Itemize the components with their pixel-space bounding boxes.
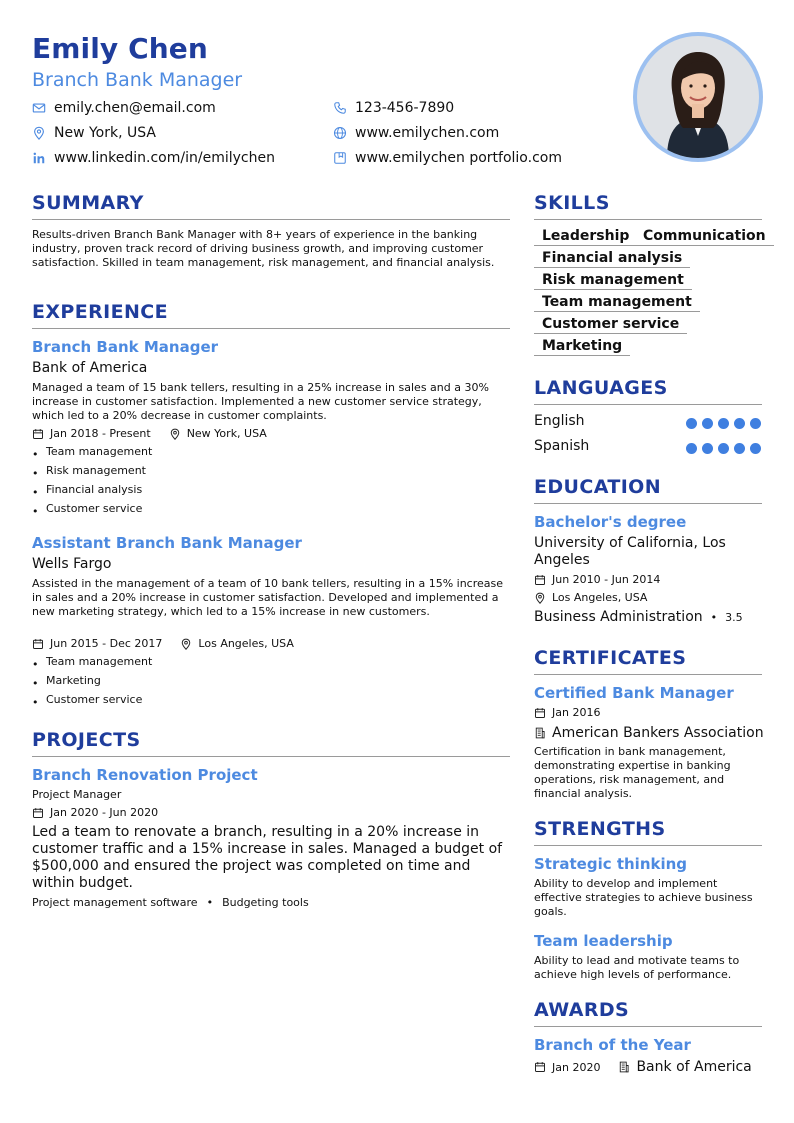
proficiency-dot bbox=[750, 443, 761, 454]
projects-divider bbox=[32, 756, 510, 757]
education-dates-row bbox=[534, 573, 660, 586]
job-description: Assisted in the management of a team of 10 bank tellers, resulting in a 15% increase in sales and a 20% increase in customer satisfaction. Developed and implemented a new marketing strategy, which led to a 15% increase in new customers. bbox=[32, 577, 504, 618]
proficiency-dot bbox=[702, 418, 713, 429]
proficiency-dot bbox=[734, 418, 745, 429]
certificate-description: Certification in bank management, demonstrating expertise in banking operations, risk management, and financial analysis. bbox=[534, 745, 731, 800]
contact-location bbox=[32, 125, 156, 141]
education-location: Los Angeles, USA bbox=[552, 591, 648, 604]
contact-phone[interactable] bbox=[333, 100, 454, 116]
award-issuer: Bank of America bbox=[636, 1059, 752, 1075]
skills-divider bbox=[534, 219, 762, 220]
award-name: Branch of the Year bbox=[534, 1036, 691, 1054]
skill-tag: Team management bbox=[534, 294, 700, 312]
skill-tag: Risk management bbox=[534, 272, 692, 290]
avatar-illustration bbox=[637, 36, 759, 158]
job-meta bbox=[32, 427, 267, 440]
contact-phone-text: 123-456-7890 bbox=[355, 100, 455, 116]
skill-tag: Leadership bbox=[534, 228, 637, 246]
education-divider bbox=[534, 503, 762, 504]
summary-divider bbox=[32, 219, 510, 220]
certificates-divider bbox=[534, 674, 762, 675]
strengths-divider bbox=[534, 845, 762, 846]
awards-divider bbox=[534, 1026, 762, 1027]
list-item: • Risk management bbox=[32, 464, 152, 483]
skill-tag: Customer service bbox=[534, 316, 687, 334]
strength-name: Strategic thinking bbox=[534, 855, 688, 873]
education-location-row bbox=[534, 591, 647, 604]
proficiency-dot bbox=[702, 443, 713, 454]
job-role: Assistant Branch Bank Manager bbox=[32, 534, 302, 552]
project-role: Project Manager bbox=[32, 788, 122, 801]
strength-name: Team leadership bbox=[534, 932, 673, 950]
education-field: Business Administration bbox=[534, 609, 703, 625]
job-meta bbox=[32, 637, 294, 650]
job-company: Bank of America bbox=[32, 360, 148, 376]
project-meta bbox=[32, 806, 158, 819]
job-role: Branch Bank Manager bbox=[32, 338, 219, 356]
skill-tag: Financial analysis bbox=[534, 250, 690, 268]
strength-description: Ability to develop and implement effective strategies to achieve business goals. bbox=[534, 877, 753, 918]
location-pin-icon bbox=[534, 592, 546, 604]
mail-icon bbox=[32, 101, 46, 115]
project-tools bbox=[32, 896, 309, 909]
project-name: Branch Renovation Project bbox=[32, 766, 258, 784]
building-icon bbox=[534, 727, 546, 739]
skills-heading: SKILLS bbox=[534, 192, 610, 214]
job-company: Wells Fargo bbox=[32, 556, 112, 572]
summary-heading: SUMMARY bbox=[32, 192, 144, 214]
education-dates: Jun 2010 - Jun 2014 bbox=[552, 573, 661, 586]
certificate-issuer-row bbox=[534, 725, 764, 741]
certificate-name: Certified Bank Manager bbox=[534, 684, 734, 702]
separator-dot: • bbox=[710, 610, 718, 624]
job-location: New York, USA bbox=[186, 427, 267, 440]
proficiency-dot bbox=[686, 443, 697, 454]
certificate-date-row bbox=[534, 706, 600, 719]
linkedin-icon bbox=[32, 151, 46, 165]
contact-email-text: emily.chen@email.com bbox=[54, 100, 216, 116]
language-name: English bbox=[534, 413, 585, 429]
certificate-date: Jan 2016 bbox=[552, 706, 601, 719]
building-icon bbox=[618, 1061, 630, 1073]
job-location: Los Angeles, USA bbox=[198, 637, 294, 650]
calendar-icon bbox=[32, 807, 44, 819]
list-item: • Team management bbox=[32, 445, 152, 464]
contact-linkedin-text: www.linkedin.com/in/emilychen bbox=[54, 150, 275, 166]
certificate-issuer: American Bankers Association bbox=[552, 725, 764, 741]
language-level bbox=[686, 443, 761, 454]
location-pin-icon bbox=[32, 126, 46, 140]
award-meta bbox=[534, 1059, 752, 1075]
globe-icon bbox=[333, 126, 347, 140]
proficiency-dot bbox=[734, 443, 745, 454]
project-description: Led a team to renovate a branch, resulting in a 20% increase in customer traffic and a 15% increase in sales. Managed a budget of $500,000 and ensured the project was completed on time and within budget. bbox=[32, 824, 503, 891]
job-skills-list bbox=[32, 655, 152, 712]
calendar-icon bbox=[32, 428, 44, 440]
proficiency-dot bbox=[750, 418, 761, 429]
project-dates: Jan 2020 - Jun 2020 bbox=[50, 806, 159, 819]
award-date: Jan 2020 bbox=[552, 1060, 601, 1074]
contact-website-text: www.emilychen.com bbox=[355, 125, 500, 141]
job-dates: Jan 2018 - Present bbox=[50, 427, 151, 440]
proficiency-dot bbox=[718, 443, 729, 454]
location-pin-icon bbox=[169, 428, 181, 440]
contact-location-text: New York, USA bbox=[54, 125, 156, 141]
list-item: • Financial analysis bbox=[32, 483, 152, 502]
candidate-title: Branch Bank Manager bbox=[32, 69, 243, 91]
education-field-row bbox=[534, 609, 743, 625]
job-dates: Jun 2015 - Dec 2017 bbox=[50, 637, 163, 650]
separator-dot: • bbox=[206, 896, 214, 909]
location-pin-icon bbox=[180, 638, 192, 650]
calendar-icon bbox=[534, 1061, 546, 1073]
proficiency-dot bbox=[686, 418, 697, 429]
contact-linkedin[interactable] bbox=[32, 150, 275, 166]
list-item: • Marketing bbox=[32, 674, 152, 693]
contact-email[interactable] bbox=[32, 100, 216, 116]
skill-tag: Communication bbox=[635, 228, 774, 246]
list-item: • Team management bbox=[32, 655, 152, 674]
project-tool: Project management software bbox=[32, 896, 198, 909]
strengths-heading: STRENGTHS bbox=[534, 818, 666, 840]
phone-icon bbox=[333, 101, 347, 115]
language-name: Spanish bbox=[534, 438, 590, 454]
proficiency-dot bbox=[718, 418, 729, 429]
education-heading: EDUCATION bbox=[534, 476, 662, 498]
list-item: • Customer service bbox=[32, 502, 152, 521]
calendar-icon bbox=[534, 574, 546, 586]
skill-tag: Marketing bbox=[534, 338, 630, 356]
education-gpa: 3.5 bbox=[725, 610, 743, 624]
contact-portfolio-text: www.emilychen portfolio.com bbox=[355, 150, 562, 166]
projects-heading: PROJECTS bbox=[32, 729, 141, 751]
list-item: • Customer service bbox=[32, 693, 152, 712]
experience-divider bbox=[32, 328, 510, 329]
languages-heading: LANGUAGES bbox=[534, 377, 668, 399]
contact-portfolio[interactable] bbox=[333, 150, 562, 166]
portfolio-icon bbox=[333, 151, 347, 165]
calendar-icon bbox=[32, 638, 44, 650]
certificates-heading: CERTIFICATES bbox=[534, 647, 687, 669]
candidate-name: Emily Chen bbox=[32, 32, 208, 65]
job-skills-list bbox=[32, 445, 152, 521]
summary-text: Results-driven Branch Bank Manager with 8+ years of experience in the banking industry, proven track record of driving business growth, and improving customer satisfaction. Skilled in team management, risk management, and financial analysis. bbox=[32, 228, 495, 269]
contact-website[interactable] bbox=[333, 125, 499, 141]
calendar-icon bbox=[534, 707, 546, 719]
project-tool: Budgeting tools bbox=[222, 896, 309, 909]
strength-description: Ability to lead and motivate teams to achieve high levels of performance. bbox=[534, 954, 740, 981]
awards-heading: AWARDS bbox=[534, 999, 630, 1021]
profile-photo bbox=[633, 32, 763, 162]
job-description: Managed a team of 15 bank tellers, resulting in a 25% increase in sales and a 30% increase in customer satisfaction. Implemented a new customer service strategy, which led to a 20% decrease in customer complaints. bbox=[32, 381, 489, 422]
experience-heading: EXPERIENCE bbox=[32, 301, 169, 323]
education-degree: Bachelor's degree bbox=[534, 513, 687, 531]
language-level bbox=[686, 418, 761, 429]
education-school: University of California, Los Angeles bbox=[534, 535, 726, 568]
languages-divider bbox=[534, 404, 762, 405]
